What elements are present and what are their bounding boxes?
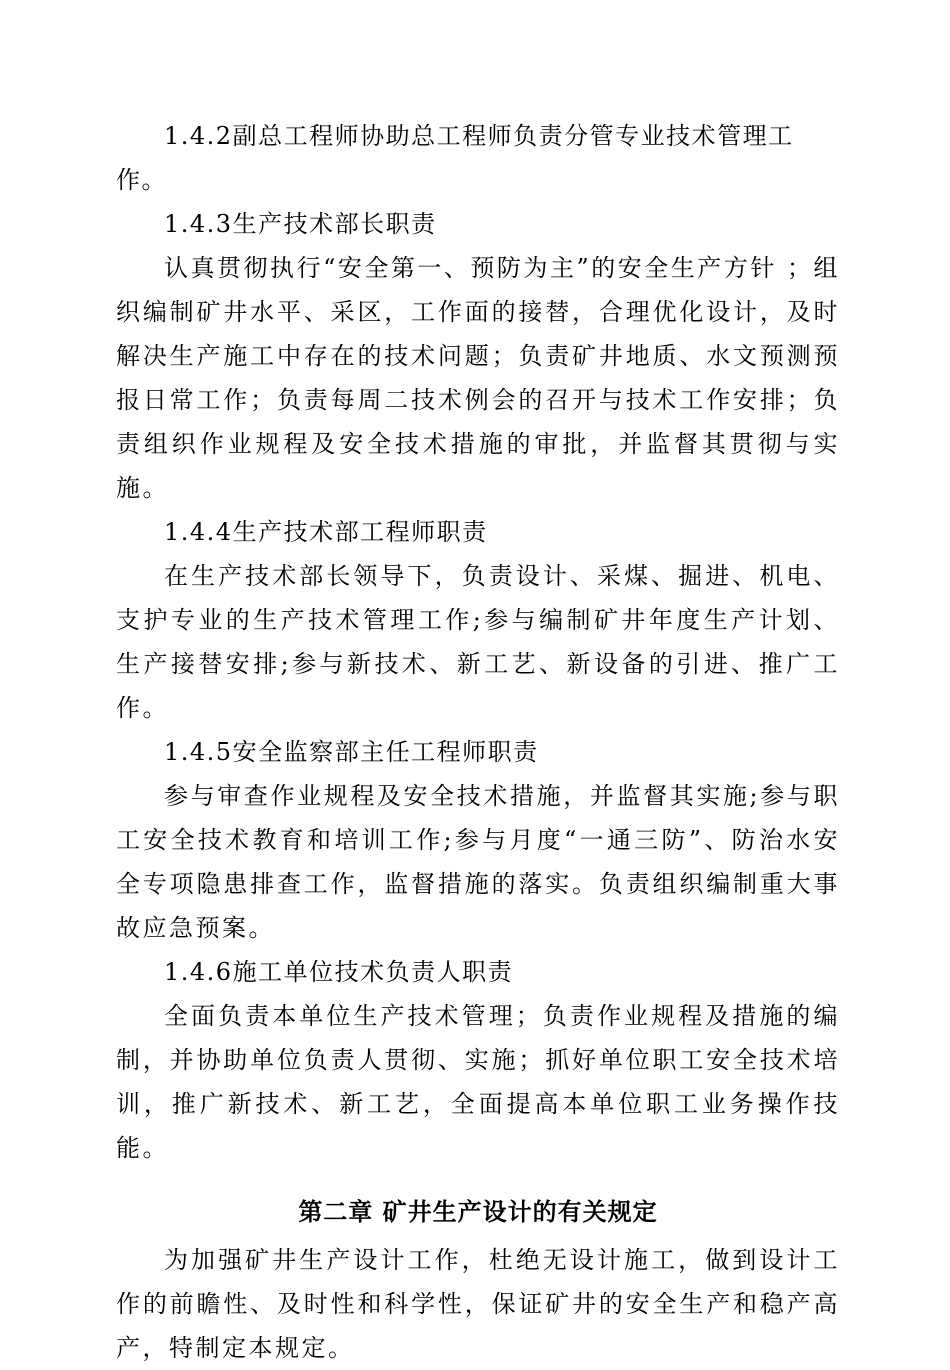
section-heading-1-4-4: 1.4.4生产技术部工程师职责 bbox=[164, 518, 488, 546]
paragraph-construction-tech-lead: 全面负责本单位生产技术管理；负责作业规程及措施的编制，并协助单位负责人贯彻、实施；抓好单位职工安全技术培训，推广新技术、新工艺，全面提高本单位职工业务操作技能。 bbox=[116, 1002, 840, 1162]
section-heading-1-4-2: 1.4.2副总工程师协助总工程师负责分管专业技术管理工作。 bbox=[116, 122, 794, 194]
chapter-title: 第二章 矿井生产设计的有关规定 bbox=[298, 1198, 658, 1226]
section-heading-1-4-6: 1.4.6施工单位技术负责人职责 bbox=[164, 958, 514, 986]
paragraph-production-tech-engineer: 在生产技术部长领导下，负责设计、采煤、掘进、机电、支护专业的生产技术管理工作;参与编制矿井年度生产计划、生产接替安排;参与新技术、新工艺、新设备的引进、推广工作。 bbox=[116, 562, 840, 722]
paragraph-chapter-intro: 为加强矿井生产设计工作，杜绝无设计施工，做到设计工作的前瞻性、及时性和科学性，保证矿井的安全生产和稳产高产，特制定本规定。 bbox=[116, 1246, 840, 1362]
section-heading-1-4-5: 1.4.5安全监察部主任工程师职责 bbox=[164, 738, 539, 766]
paragraph-safety-chief-engineer: 参与审查作业规程及安全技术措施，并监督其实施;参与职工安全技术教育和培训工作;参与月度“一通三防”、防治水安全专项隐患排查工作，监督措施的落实。负责组织编制重大事故应急预案。 bbox=[116, 782, 840, 942]
paragraph-production-tech-head: 认真贯彻执行“安全第一、预防为主”的安全生产方针 ；组织编制矿井水平、采区，工作面的接替，合理优化设计，及时解决生产施工中存在的技术问题；负责矿井地质、水文预测预报日常工作；负责每周二技术例会的召开与技术工作安排；负责组织作业规程及安全技术措施的审批，并监督其贯彻与实施。 bbox=[116, 254, 840, 502]
document-body bbox=[116, 114, 840, 1370]
section-heading-1-4-3: 1.4.3生产技术部长职责 bbox=[164, 210, 437, 238]
